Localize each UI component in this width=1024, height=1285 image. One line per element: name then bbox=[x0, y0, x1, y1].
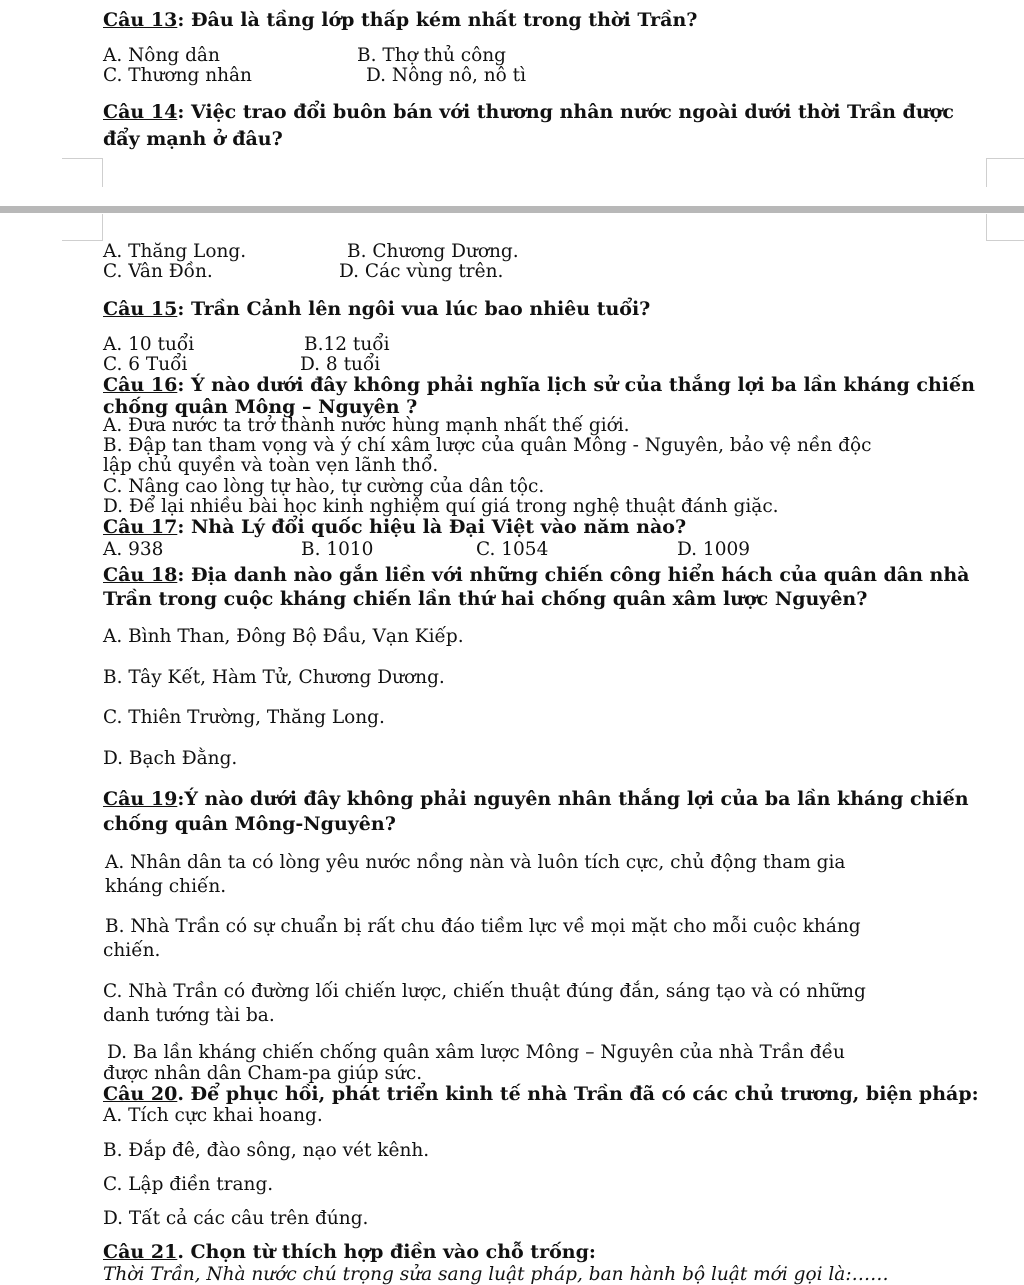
page-break-separator bbox=[0, 206, 1024, 213]
question-14-heading bbox=[103, 103, 954, 122]
question-18-option-d: D. Bạch Đằng. bbox=[103, 748, 238, 769]
question-15-option-c: C. 6 Tuổi bbox=[103, 354, 188, 375]
question-20-text: . Để phục hồi, phát triển kinh tế nhà Trần đã có các chủ trương, biện pháp: bbox=[177, 1083, 979, 1105]
question-19-text-line-2: chống quân Mông-Nguyên? bbox=[103, 813, 396, 835]
question-16-option-a: A. Đưa nước ta trở thành nước hùng mạnh nhất thế giới. bbox=[103, 415, 630, 436]
question-17-option-a: A. 938 bbox=[103, 539, 164, 560]
question-14-text-line-2: đẩy mạnh ở đâu? bbox=[103, 128, 283, 150]
page-corner-mark-bottom-right bbox=[986, 214, 1024, 241]
question-20-option-d: D. Tất cả các câu trên đúng. bbox=[103, 1208, 369, 1229]
question-13-number: Câu 13 bbox=[103, 9, 178, 31]
question-14-text-line-1: : Việc trao đổi buôn bán với thương nhân nước ngoài dưới thời Trần được bbox=[177, 101, 954, 123]
question-13-text: : Đâu là tầng lớp thấp kém nhất trong thời Trần? bbox=[177, 9, 698, 31]
question-15-number: Câu 15 bbox=[103, 298, 178, 320]
question-20-option-b: B. Đắp đê, đào sông, nạo vét kênh. bbox=[103, 1140, 430, 1161]
question-19-option-c-line-2: danh tướng tài ba. bbox=[103, 1005, 275, 1026]
page-corner-mark-top-right bbox=[986, 158, 1024, 187]
question-16-option-b-line-1: B. Đập tan tham vọng và ý chí xâm lược của quân Mông - Nguyên, bảo vệ nền độc bbox=[103, 435, 872, 456]
question-18-text-line-1: : Địa danh nào gắn liền với những chiến công hiển hách của quân dân nhà bbox=[177, 564, 970, 586]
question-16-option-b-line-2: lập chủ quyền và toàn vẹn lãnh thổ. bbox=[103, 455, 439, 476]
question-21-number: Câu 21 bbox=[103, 1241, 178, 1263]
question-18-option-c: C. Thiên Trường, Thăng Long. bbox=[103, 707, 385, 728]
page-corner-mark-top-left bbox=[62, 158, 103, 187]
question-14-option-b: B. Chương Dương. bbox=[347, 241, 519, 262]
question-15-option-d: D. 8 tuổi bbox=[300, 354, 381, 375]
question-20-option-a: A. Tích cực khai hoang. bbox=[103, 1105, 323, 1126]
question-20-option-c: C. Lập điền trang. bbox=[103, 1174, 274, 1195]
question-18-text-line-2: Trần trong cuộc kháng chiến lần thứ hai chống quân xâm lược Nguyên? bbox=[103, 588, 868, 610]
question-14-number: Câu 14 bbox=[103, 101, 178, 123]
question-19-option-a-line-2: kháng chiến. bbox=[105, 876, 227, 897]
question-17-option-d: D. 1009 bbox=[677, 539, 751, 560]
question-16-option-c: C. Nâng cao lòng tự hào, tự cường của dân tộc. bbox=[103, 476, 545, 497]
question-20-number: Câu 20 bbox=[103, 1083, 178, 1105]
question-16-option-d: D. Để lại nhiều bài học kinh nghiệm quí giá trong nghệ thuật đánh giặc. bbox=[103, 496, 779, 517]
question-17-text: : Nhà Lý đổi quốc hiệu là Đại Việt vào năm nào? bbox=[177, 516, 687, 538]
question-18-option-b: B. Tây Kết, Hàm Tử, Chương Dương. bbox=[103, 667, 445, 688]
question-13-option-d: D. Nông nô, nô tì bbox=[366, 65, 526, 86]
question-15-option-a: A. 10 tuổi bbox=[103, 334, 195, 355]
question-15-option-b: B.12 tuổi bbox=[304, 334, 390, 355]
question-19-option-b-line-2: chiến. bbox=[103, 940, 161, 961]
question-21-heading bbox=[103, 1243, 596, 1262]
question-19-heading bbox=[103, 790, 969, 809]
page-corner-mark-bottom-left bbox=[62, 214, 103, 241]
question-19-option-c-line-1: C. Nhà Trần có đường lối chiến lược, chiến thuật đúng đắn, sáng tạo và có những bbox=[103, 981, 866, 1002]
question-14-option-d: D. Các vùng trên. bbox=[339, 261, 504, 282]
question-14-option-c: C. Vân Đồn. bbox=[103, 261, 213, 282]
question-21-partial-statement: Thời Trần, Nhà nước chú trọng sửa sang luật pháp, ban hành bộ luật mới gọi là:…… bbox=[103, 1264, 889, 1285]
question-19-option-a-line-1: A. Nhân dân ta có lòng yêu nước nồng nàn và luôn tích cực, chủ động tham gia bbox=[105, 852, 846, 873]
question-18-heading bbox=[103, 566, 969, 585]
question-16-number: Câu 16 bbox=[103, 374, 178, 396]
question-17-option-c: C. 1054 bbox=[476, 539, 549, 560]
question-13-heading bbox=[103, 11, 697, 30]
question-18-option-a: A. Bình Than, Đông Bộ Đầu, Vạn Kiếp. bbox=[103, 626, 464, 647]
question-16-heading bbox=[103, 376, 975, 395]
question-17-option-b: B. 1010 bbox=[301, 539, 374, 560]
question-19-option-b-line-1: B. Nhà Trần có sự chuẩn bị rất chu đáo tiềm lực về mọi mặt cho mỗi cuộc kháng bbox=[105, 916, 861, 937]
question-16-text-line-1: : Ý nào dưới đây không phải nghĩa lịch sử của thắng lợi ba lần kháng chiến bbox=[177, 374, 975, 396]
question-13-option-c: C. Thương nhân bbox=[103, 65, 252, 86]
question-14-option-a: A. Thăng Long. bbox=[103, 241, 247, 262]
question-21-text: . Chọn từ thích hợp điền vào chỗ trống: bbox=[177, 1241, 596, 1263]
question-13-option-b: B. Thợ thủ công bbox=[357, 45, 507, 66]
question-17-heading bbox=[103, 518, 686, 537]
question-18-number: Câu 18 bbox=[103, 564, 178, 586]
question-15-heading bbox=[103, 300, 650, 319]
question-13-option-a: A. Nông dân bbox=[103, 45, 220, 66]
question-19-number: Câu 19 bbox=[103, 788, 178, 810]
question-19-text-line-1: :Ý nào dưới đây không phải nguyên nhân thắng lợi của ba lần kháng chiến bbox=[177, 788, 969, 810]
question-19-option-d-line-1: D. Ba lần kháng chiến chống quân xâm lược Mông – Nguyên của nhà Trần đều bbox=[107, 1042, 845, 1063]
question-20-heading bbox=[103, 1085, 979, 1104]
question-19-option-d-line-2: được nhân dân Cham-pa giúp sức. bbox=[103, 1063, 423, 1084]
question-16-text-line-2: chống quân Mông – Nguyên ? bbox=[103, 396, 418, 418]
question-17-number: Câu 17 bbox=[103, 516, 178, 538]
question-15-text: : Trần Cảnh lên ngôi vua lúc bao nhiêu tuổi? bbox=[177, 298, 651, 320]
